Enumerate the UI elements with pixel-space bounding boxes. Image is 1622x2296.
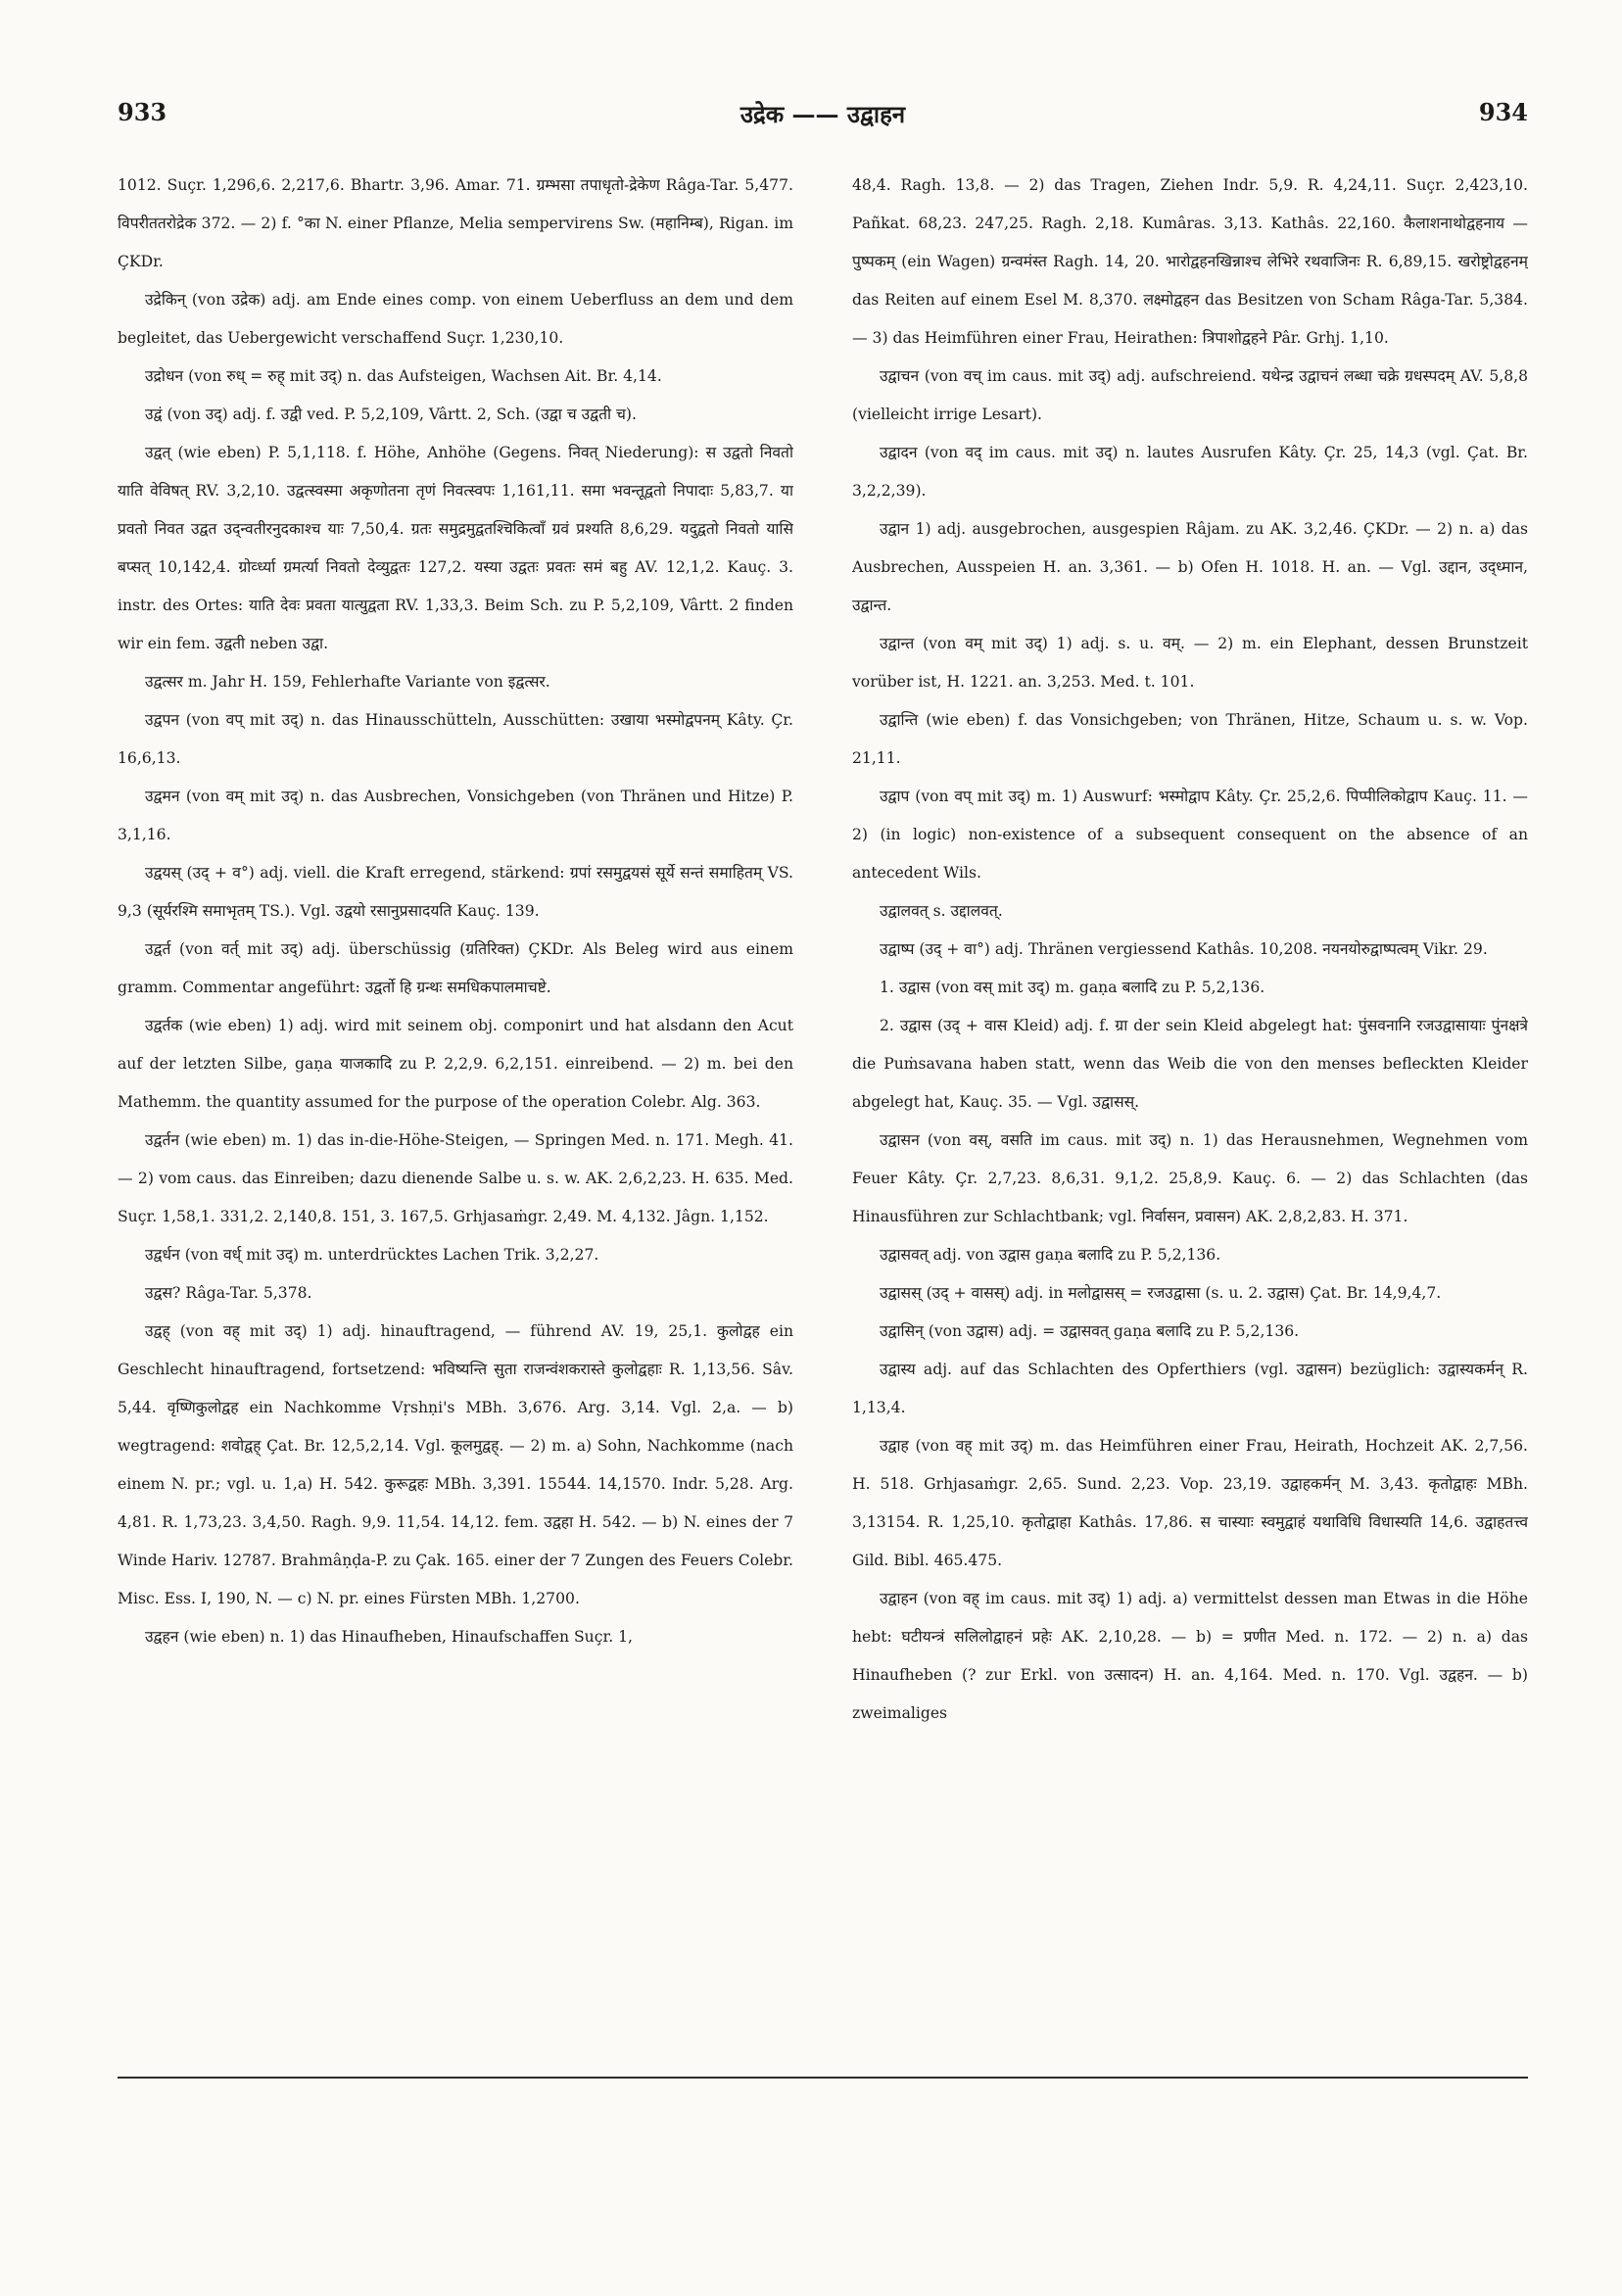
- dictionary-entry: उद्वर्धन (von वर्ध् mit उद्) m. unterdrücktes Lachen Trik. 3,2,27.: [145, 1246, 599, 1264]
- page-number-left: 933: [118, 98, 167, 126]
- right-column: [852, 167, 1528, 2008]
- dictionary-entry: उद्वासिन् (von उद्वास) adj. = उद्वासवत् gaṇa बलादि zu P. 5,2,136.: [880, 1322, 1300, 1340]
- dictionary-entry: उद्रेकिन् (von उद्रेक) adj. am Ende eines comp. von einem Ueberfluss an dem und dem begleitet, das Uebergewicht verschaffend Suçr. 1,230,10.: [118, 291, 793, 347]
- dictionary-entry: उद्वासस् (उद् + वासस्) adj. in मलोद्वासस् = रजउद्वासा (s. u. 2. उद्वास) Çat. Br. 14,9,4,7.: [880, 1284, 1442, 1302]
- dictionary-entry: उद्वह् (von वह् mit उद्) 1) adj. hinauftragend, — führend AV. 19, 25,1. कुलोद्वह ein Geschlecht hinauftragend, fortsetzend: भविष्यन्ति सुता राजन्वंशकरास्ते कुलोद्वहाः R. 1,13,56. Sâv. 5,44. वृष्णिकुलोद्वह ein Nachkomme Vṛshṇi's MBh. 3,676. Arg. 3,14. Vgl. 2,a. — b) wegtragend: शवोद्वह् Çat. Br. 12,5,2,14. Vgl. कूलमुद्वह्. — 2) m. a) Sohn, Nachkomme (nach einem N. pr.; vgl. u. 1,a) H. 542. कुरूद्वहः MBh. 3,391. 15544. 14,1570. Indr. 5,28. Arg. 4,81. R. 1,73,23. 3,4,50. Ragh. 9,9. 11,54. 14,12. fem. उद्वहा H. 542. — b) N. eines der 7 Winde Hariv. 12787. Brahmâṇḍa-P. zu Çak. 165. einer der 7 Zungen des Feuers Colebr. Misc. Ess. I, 190, N. — c) N. pr. eines Fürsten MBh. 1,2700.: [118, 1322, 793, 1607]
- page-number-right: 934: [1478, 98, 1528, 126]
- dictionary-entry: 1012. Suçr. 1,296,6. 2,217,6. Bhartr. 3,96. Amar. 71. ग्रम्भसा तपाधृतो-द्रेकेण Râga-Tar. 5,477. विपरीततरोद्रेक 372. — 2) f. °का N. einer Pflanze, Melia sempervirens Sw. (महानिम्ब), Rigan. im ÇKDr.: [118, 176, 793, 270]
- dictionary-entry: उद्वाष्प (उद् + वा°) adj. Thränen vergiessend Kathâs. 10,208. नयनयोरुद्वाष्पत्वम् Vikr. 29.: [880, 940, 1488, 958]
- page-header: [118, 98, 1528, 137]
- dictionary-entry: उद्वर्तक (wie eben) 1) adj. wird mit seinem obj. componirt und hat alsdann den Acut auf der letzten Silbe, gaṇa याजकादि zu P. 2,2,9. 6,2,151. einreibend. — 2) m. bei den Mathemm. the quantity assumed for the purpose of the operation Colebr. Alg. 363.: [118, 1017, 793, 1111]
- dictionary-entry: उद्वाहन (von वह् im caus. mit उद्) 1) adj. a) vermittelst dessen man Etwas in die Höhe hebt: घटीयन्त्रं सलिलोद्वाहनं प्रहेः AK. 2,10,28. — b) = प्रणीत Med. n. 172. — 2) n. a) das Hinaufheben (? zur Erkl. von उत्सादन) H. an. 4,164. Med. n. 170. Vgl. उद्वहन. — b) zweimaliges: [852, 1590, 1528, 1722]
- dictionary-entry: उद्रोधन (von रुध् = रुह् mit उद्) n. das Aufsteigen, Wachsen Ait. Br. 4,14.: [145, 367, 662, 385]
- dictionary-entry: उद्वस? Râga-Tar. 5,378.: [145, 1284, 312, 1302]
- dictionary-entry: उद्वर्त (von वर्त् mit उद्) adj. überschüssig (ग्रतिरिक्त) ÇKDr. Als Beleg wird aus einem gramm. Commentar angeführt: उद्वर्तो हि ग्रन्थः समधिकपालमाचष्टे.: [118, 940, 793, 996]
- dictionary-entry: उद्वासवत् adj. von उद्वास gaṇa बलादि zu P. 5,2,136.: [880, 1246, 1221, 1264]
- dictionary-entry: उद्वयस् (उद् + व°) adj. viell. die Kraft erregend, stärkend: ग्रपां रसमुद्वयसं सूर्ये सन्तं समाहितम् VS. 9,3 (सूर्यरश्मि समाभृतम् TS.). Vgl. उद्वयो रसानुप्रसादयति Kauç. 139.: [118, 864, 793, 920]
- dictionary-entry: उद्वत्सर m. Jahr H. 159, Fehlerhafte Variante von इद्वत्सर.: [145, 673, 550, 691]
- dictionary-entry: उद्वाचन (von वच् im caus. mit उद्) adj. aufschreiend. यथेन्द्र उद्वाचनं लब्धा चक्रे ग्रधस्पदम् AV. 5,8,8 (vielleicht irrige Lesart).: [852, 367, 1528, 423]
- dictionary-entry: उद्वं (von उद्) adj. f. उद्वी ved. P. 5,2,109, Vârtt. 2, Sch. (उद्वा च उद्वती च).: [145, 406, 637, 423]
- dictionary-entry: 48,4. Ragh. 13,8. — 2) das Tragen, Ziehen Indr. 5,9. R. 4,24,11. Suçr. 2,423,10. Pañkat. 68,23. 247,25. Ragh. 2,18. Kumâras. 3,13. Kathâs. 22,160. कैलाशनाथोद्वहनाय — पुष्पकम् (ein Wagen) ग्रन्वमंस्त Ragh. 14, 20. भारोद्वहनखिन्नाश्च लेभिरे रथवाजिनः R. 6,89,15. खरोष्ट्रोद्वहनम् das Reiten auf einem Esel M. 8,370. लक्ष्मोद्वहन das Besitzen von Scham Râga-Tar. 5,384. — 3) das Heimführen einer Frau, Heirathen: त्रिपाशोद्वहने Pâr. Grhj. 1,10.: [852, 176, 1528, 347]
- dictionary-entry: उद्वास्य adj. auf das Schlachten des Opferthiers (vgl. उद्वासन) bezüglich: उद्वास्यकर्मन् R. 1,13,4.: [852, 1361, 1528, 1416]
- dictionary-entry: 1. उद्वास (von वस् mit उद्) m. gaṇa बलादि zu P. 5,2,136.: [880, 979, 1265, 996]
- dictionary-entry: उद्वमन (von वम् mit उद्) n. das Ausbrechen, Vonsichgeben (von Thränen und Hitze) P. 3,1,16.: [118, 788, 793, 843]
- dictionary-entry: उद्वाह (von वह् mit उद्) m. das Heimführen einer Frau, Heirath, Hochzeit AK. 2,7,56. H. 518. Grhjasaṁgr. 2,65. Sund. 2,23. Vop. 23,19. उद्वाहकर्मन् M. 3,43. कृतोद्वाहः MBh. 3,13154. R. 1,25,10. कृतोद्वाहा Kathâs. 17,86. स चास्याः स्वमुद्वाहं यथाविधि विधास्यति 14,6. उद्वाहतत्त्व Gild. Bibl. 465.475.: [852, 1437, 1528, 1569]
- dictionary-entry: उद्वपन (von वप् mit उद्) n. das Hinausschütteln, Ausschütten: उखाया भस्मोद्वपनम् Kâty. Çr. 16,6,13.: [118, 711, 793, 767]
- left-column: [118, 167, 793, 2008]
- dictionary-entry: उद्वहन (wie eben) n. 1) das Hinaufheben, Hinaufschaffen Suçr. 1,: [145, 1628, 633, 1646]
- running-head: उद्रेक —— उद्वाहन: [739, 100, 906, 128]
- dictionary-entry: उद्वासन (von वस्, वसति im caus. mit उद्) n. 1) das Herausnehmen, Wegnehmen vom Feuer Kâty. Çr. 2,7,23. 8,6,31. 9,1,2. 25,8,9. Kauç. 6. — 2) das Schlachten (das Hinausführen zur Schlachtbank; vgl. निर्वासन, प्रवासन) AK. 2,8,2,83. H. 371.: [852, 1131, 1528, 1225]
- dictionary-entry: उद्वादन (von वद् im caus. mit उद्) n. lautes Ausrufen Kâty. Çr. 25, 14,3 (vgl. Çat. Br. 3,2,2,39).: [852, 444, 1528, 500]
- dictionary-entry: उद्वालवत् s. उद्दालवत्.: [880, 902, 1003, 920]
- dictionary-entry: उद्वान्त (von वम् mit उद्) 1) adj. s. u. वम्. — 2) m. ein Elephant, dessen Brunstzeit vorüber ist, H. 1221. an. 3,253. Med. t. 101.: [852, 635, 1528, 691]
- dictionary-entry: उद्वत् (wie eben) P. 5,1,118. f. Höhe, Anhöhe (Gegens. निवत् Niederung): स उद्वतो निवतो याति वेविषत् RV. 3,2,10. उद्वत्स्वस्मा अकृणोतना तृणं निवत्स्वपः 1,161,11. समा भवन्तूद्वतो निपादाः 5,83,7. या प्रवतो निवत उद्वत उद्न्वतीरनुदकाश्च याः 7,50,4. ग्रतः समुद्रमुद्वतश्चिकित्वाँ ग्रवं प्रश्यति 8,6,29. यदुद्वतो निवतो यासि बप्सत् 10,142,4. ग्रोर्व्ध्या ग्रमर्त्या निवतो देव्युद्वतः 127,2. यस्या उद्वतः प्रवतः समं बहु AV. 12,1,2. Kauç. 3. instr. des Ortes: याति देवः प्रवता यात्युद्वता RV. 1,33,3. Beim Sch. zu P. 5,2,109, Vârtt. 2 finden wir ein fem. उद्वती neben उद्वा.: [118, 444, 793, 652]
- dictionary-entry: उद्वाप (von वप् mit उद्) m. 1) Auswurf: भस्मोद्वाप Kâty. Çr. 25,2,6. पिप्पीलिकोद्वाप Kauç. 11. — 2) (in logic) non-existence of a subsequent consequent on the absence of an antecedent Wils.: [852, 788, 1528, 882]
- dictionary-entry: 2. उद्वास (उद् + वास Kleid) adj. f. ग्रा der sein Kleid abgelegt hat: पुंसवनानि रजउद्वासायाः पुंनक्षत्रे die Puṁsavana haben statt, wenn das Weib die von den menses befleckten Kleider abgelegt hat, Kauç. 35. — Vgl. उद्वासस्.: [852, 1017, 1528, 1111]
- footer-rule: [118, 2077, 1528, 2079]
- dictionary-entry: उद्वर्तन (wie eben) m. 1) das in-die-Höhe-Steigen, — Springen Med. n. 171. Megh. 41. — 2) vom caus. das Einreiben; dazu dienende Salbe u. s. w. AK. 2,6,2,23. H. 635. Med. Suçr. 1,58,1. 331,2. 2,140,8. 151, 3. 167,5. Grhjasaṁgr. 2,49. M. 4,132. Jâgn. 1,152.: [118, 1131, 793, 1225]
- dictionary-entry: उद्वान 1) adj. ausgebrochen, ausgespien Râjam. zu AK. 3,2,46. ÇKDr. — 2) n. a) das Ausbrechen, Ausspeien H. an. 3,361. — b) Ofen H. 1018. H. an. — Vgl. उद्दान, उद्ध्मान, उद्वान्त.: [852, 520, 1528, 614]
- dictionary-entry: उद्वान्ति (wie eben) f. das Vonsichgeben; von Thränen, Hitze, Schaum u. s. w. Vop. 21,11.: [852, 711, 1528, 767]
